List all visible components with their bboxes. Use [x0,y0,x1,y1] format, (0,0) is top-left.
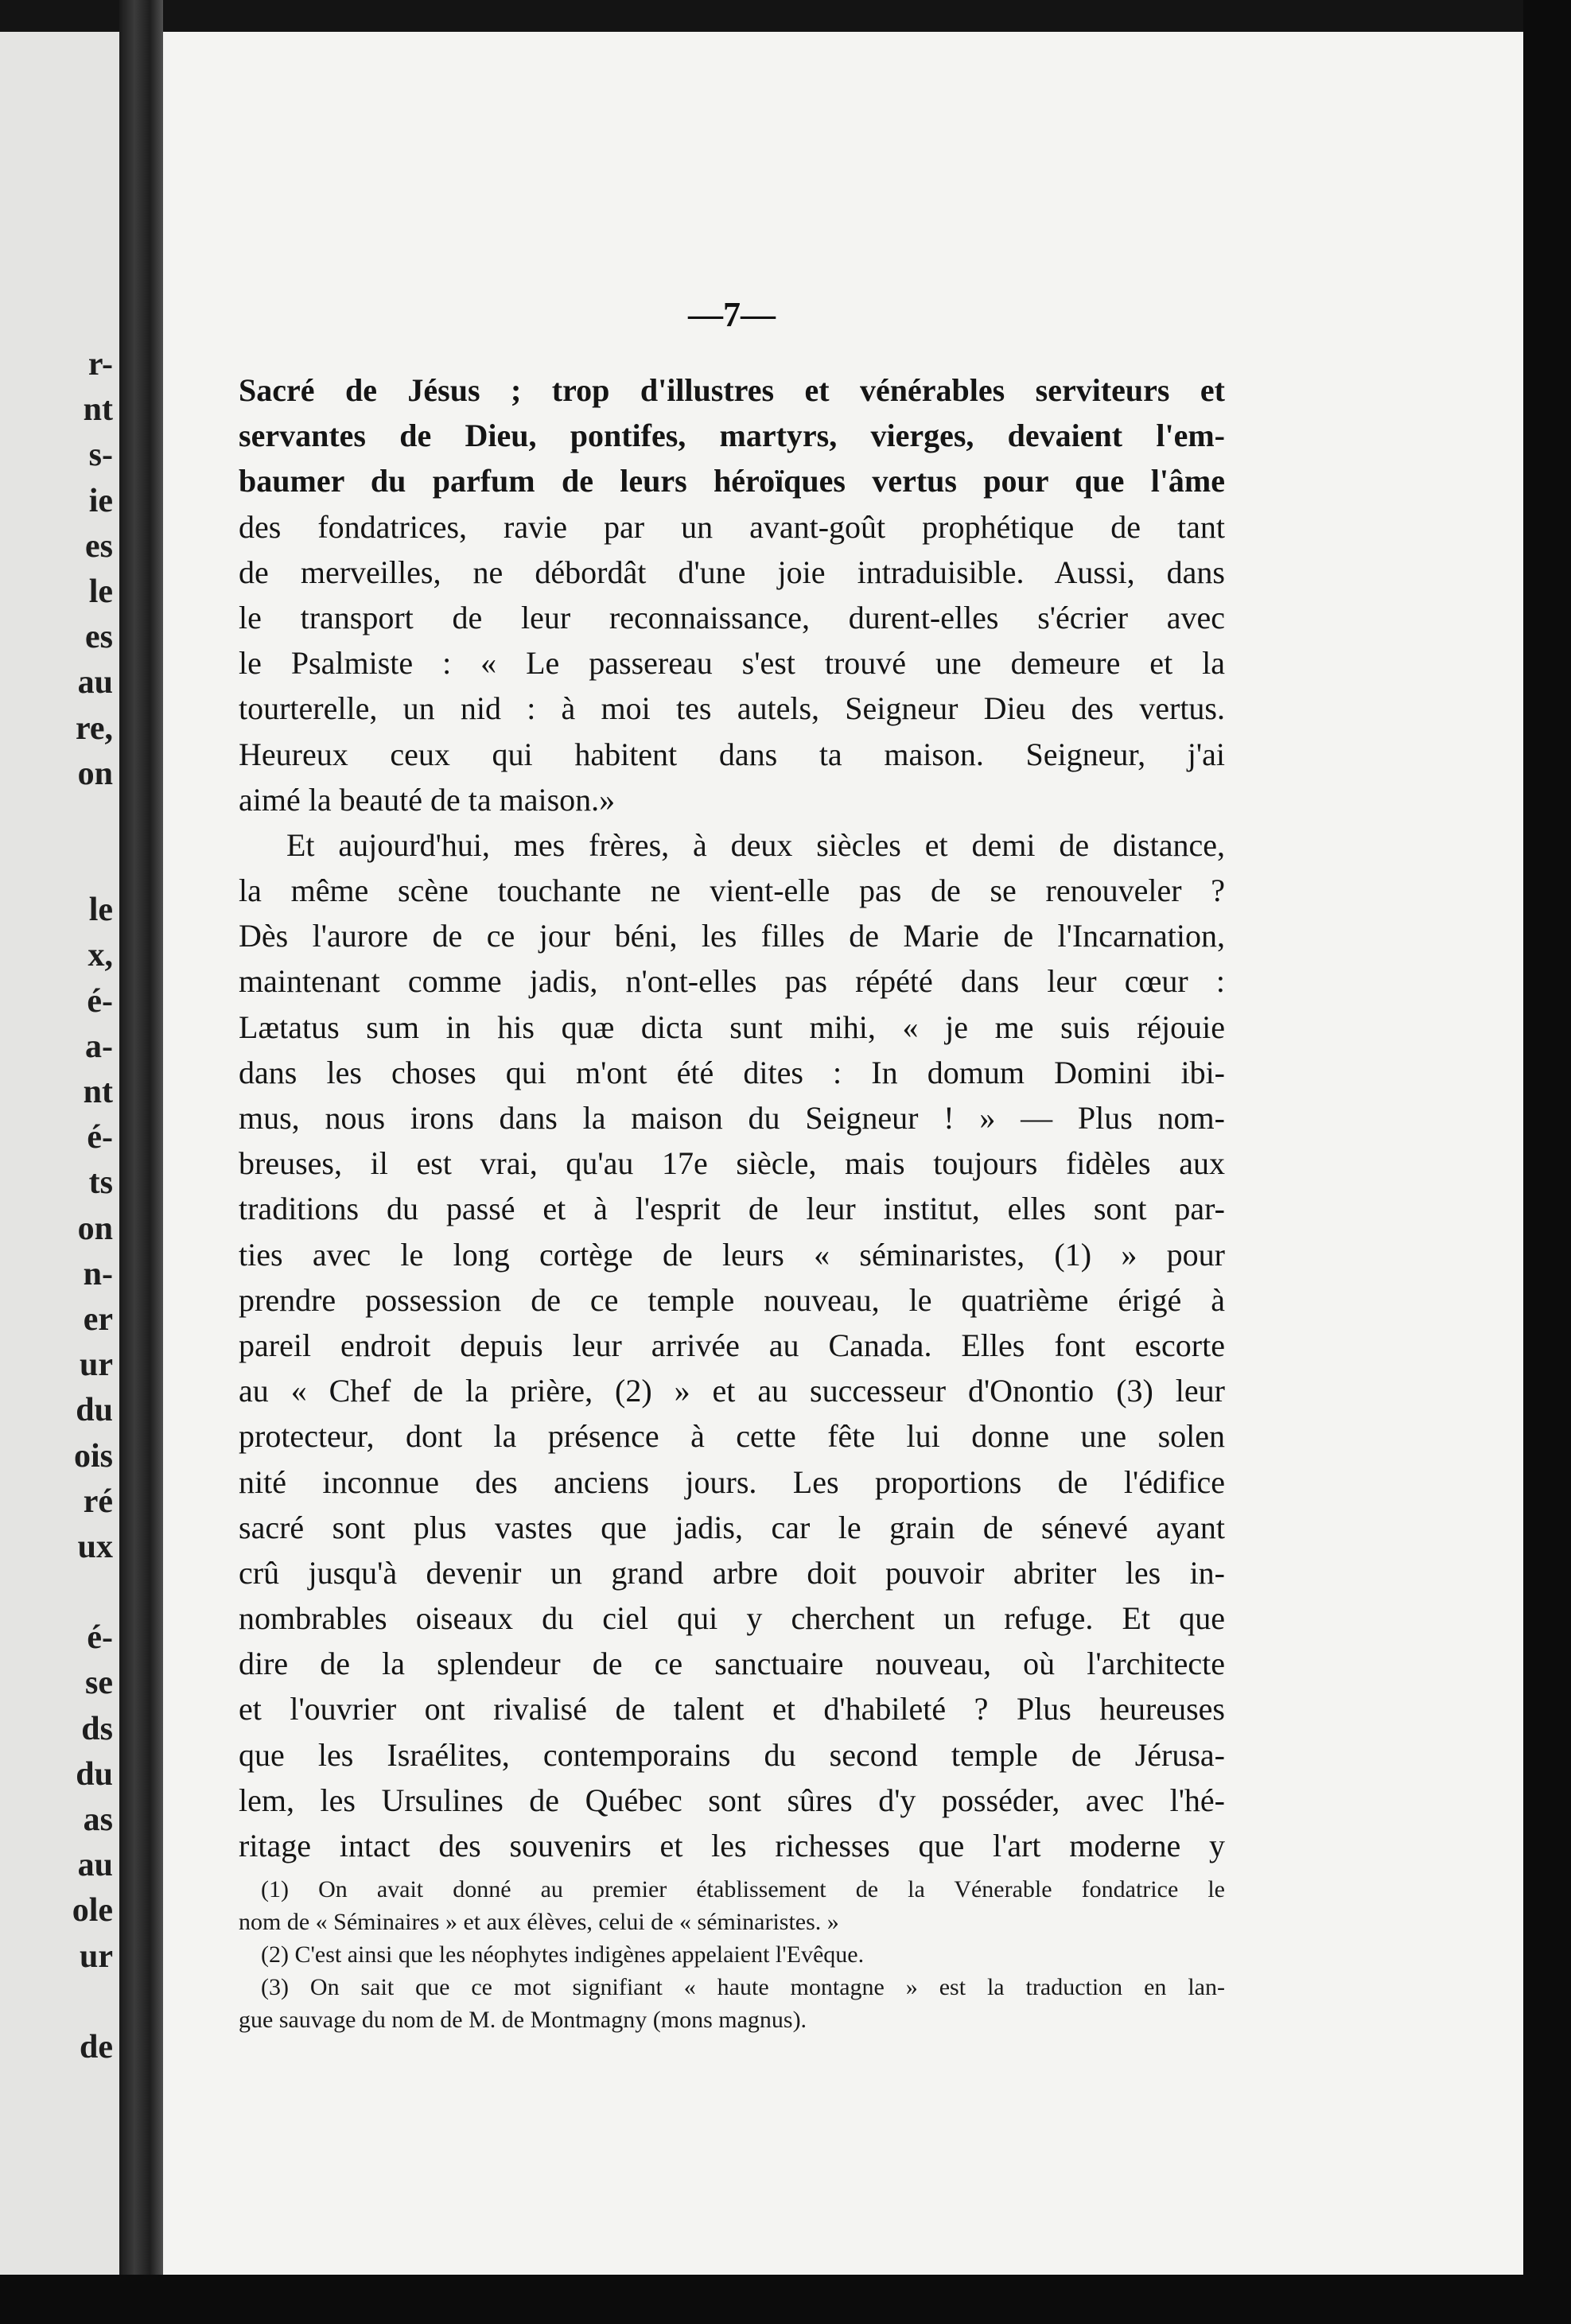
text-line: lem, les Ursulines de Québec sont sûres d'y posséder, avec l'hé- [239,1782,1225,1818]
text-line: de merveilles, ne débordât d'une joie intraduisible. Aussi, dans [239,554,1225,590]
text-fragment: é- [87,982,113,1020]
text-line: la même scène touchante ne vient-elle pas de se renouveler ? [239,872,1225,909]
text-fragment: nt [83,391,113,429]
text-fragment: du [76,1755,113,1793]
facing-page-edge [0,0,127,2324]
text-fragment: ois [73,1437,113,1475]
footnotes [239,1873,1225,2036]
text-line: servantes de Dieu, pontifes, martyrs, vierges, devaient l'em- [239,418,1225,454]
text-line: breuses, il est vrai, qu'au 17e siècle, mais toujours fidèles aux [239,1145,1225,1182]
text-line: des fondatrices, ravie par un avant-goût prophétique de tant [239,508,1225,545]
text-line: le Psalmiste : « Le passereau s'est trouvé une demeure et la [239,645,1225,682]
text-fragment: a- [85,1028,113,1065]
book-gutter [119,0,163,2324]
text-fragment: as [83,1801,113,1838]
text-fragment: r- [87,346,113,383]
text-fragment: du [76,1392,113,1429]
text-fragment: ole [72,1892,113,1930]
text-fragment [2,1570,113,1615]
body-text [239,367,1225,1868]
text-fragment: au [77,1847,113,1884]
text-line: Lætatus sum in his quæ dicta sunt mihi, « je me suis réjouie [239,1008,1225,1045]
text-fragment: re, [75,709,113,747]
text-fragment: er [83,1300,113,1338]
text-line: Sacré de Jésus ; trop d'illustres et vénérables serviteurs et [239,372,1225,408]
text-fragment: se [85,1665,113,1702]
text-line: que les Israélites, contemporains du second temple de Jérusa- [239,1736,1225,1773]
text-line: dire de la splendeur de ce sanctuaire nouveau, où l'architecte [239,1646,1225,1682]
text-line: Et aujourd'hui, mes frères, à deux siècles et demi de distance, [286,826,1225,863]
text-fragment: de [80,2028,113,2066]
text-fragment: x, [87,937,113,974]
text-line: nombrables oiseaux du ciel qui y cherchent un refuge. Et que [239,1600,1225,1637]
text-line: nité inconnue des anciens jours. Les proportions de l'édifice [239,1463,1225,1500]
text-fragment: nt [83,1074,113,1110]
scan-top-border [0,0,1571,32]
footnote-line: (3) On sait que ce mot signifiant « haute montagne » est la traduction en lan- [261,1974,1225,2000]
text-fragment: es [85,527,113,565]
text-line: aimé la beauté de ta maison.» [239,781,616,818]
text-fragment: ie [88,482,113,519]
text-line: Heureux ceux qui habitent dans ta maison. Seigneur, j'ai [239,736,1225,772]
text-line: traditions du passé et à l'esprit de leur institut, elles sont par- [239,1191,1225,1227]
text-fragment: ur [80,1347,113,1384]
text-line: au « Chef de la prière, (2) » et au successeur d'Onontio (3) leur [239,1373,1225,1409]
text-fragment: ts [88,1164,113,1202]
text-fragment: n- [83,1255,113,1292]
text-line: maintenant comme jadis, n'ont-elles pas répété dans leur cœur : [239,963,1225,1000]
text-fragment [2,842,113,888]
footnote-line: nom de « Séminaires » et aux élèves, celui de « séminaristes. » [239,1909,839,1935]
text-line: Dès l'aurore de ce jour béni, les filles de Marie de l'Incarnation, [239,918,1225,954]
text-line: ties avec le long cortège de leurs « séminaristes, (1) » pour [239,1236,1225,1273]
text-fragment: on [77,1210,113,1247]
text-fragment [2,797,113,842]
text-fragment: ur [80,1937,113,1975]
text-line: crû jusqu'à devenir un grand arbre doit pouvoir abriter les in- [239,1554,1225,1591]
text-line: prendre possession de ce temple nouveau, le quatrième érigé à [239,1281,1225,1318]
text-fragment: é- [87,1119,113,1156]
text-line: le transport de leur reconnaissance, durent-elles s'écrier avec [239,599,1225,635]
text-fragment: ds [81,1710,113,1747]
text-line: mus, nous irons dans la maison du Seigneur ! » — Plus nom- [239,1100,1225,1136]
scan-right-border [1523,0,1571,2324]
text-fragment: s- [88,437,113,474]
text-fragment: on [77,755,113,792]
text-fragment: au [77,664,113,701]
text-fragment: le [88,573,113,610]
footnote-line: (1) On avait donné au premier établissement de la Vénerable fondatrice le [261,1876,1225,1902]
text-fragment: é- [87,1619,113,1657]
text-line: baumer du parfum de leurs héroïques vertus pour que l'âme [239,463,1225,499]
facing-page-text-fragments [2,342,113,2070]
text-line: ritage intact des souvenirs et les richesses que l'art moderne y [239,1828,1225,1863]
text-line: protecteur, dont la présence à cette fête lui donne une solen [239,1418,1225,1455]
scan-bottom-border [0,2275,1571,2324]
text-fragment: ré [83,1483,113,1520]
text-line: dans les choses qui m'ont été dites : In domum Domini ibi- [239,1054,1225,1090]
footnote-line: (2) C'est ainsi que les néophytes indigènes appelaient l'Evêque. [261,1941,865,1968]
text-line: et l'ouvrier ont rivalisé de talent et d'habileté ? Plus heureuses [239,1691,1225,1727]
text-fragment: ux [77,1528,113,1565]
text-fragment: le [88,892,113,929]
text-fragment: es [85,619,113,656]
text-line: sacré sont plus vastes que jadis, car le grain de sénevé ayant [239,1509,1225,1545]
page-number: —7— [688,295,776,334]
text-line: tourterelle, un nid : à moi tes autels, Seigneur Dieu des vertus. [239,690,1225,727]
text-fragment [2,1980,113,2025]
text-line: pareil endroit depuis leur arrivée au Canada. Elles font escorte [239,1327,1225,1363]
footnote-line: gue sauvage du nom de M. de Montmagny (mons magnus). [239,2007,807,2033]
